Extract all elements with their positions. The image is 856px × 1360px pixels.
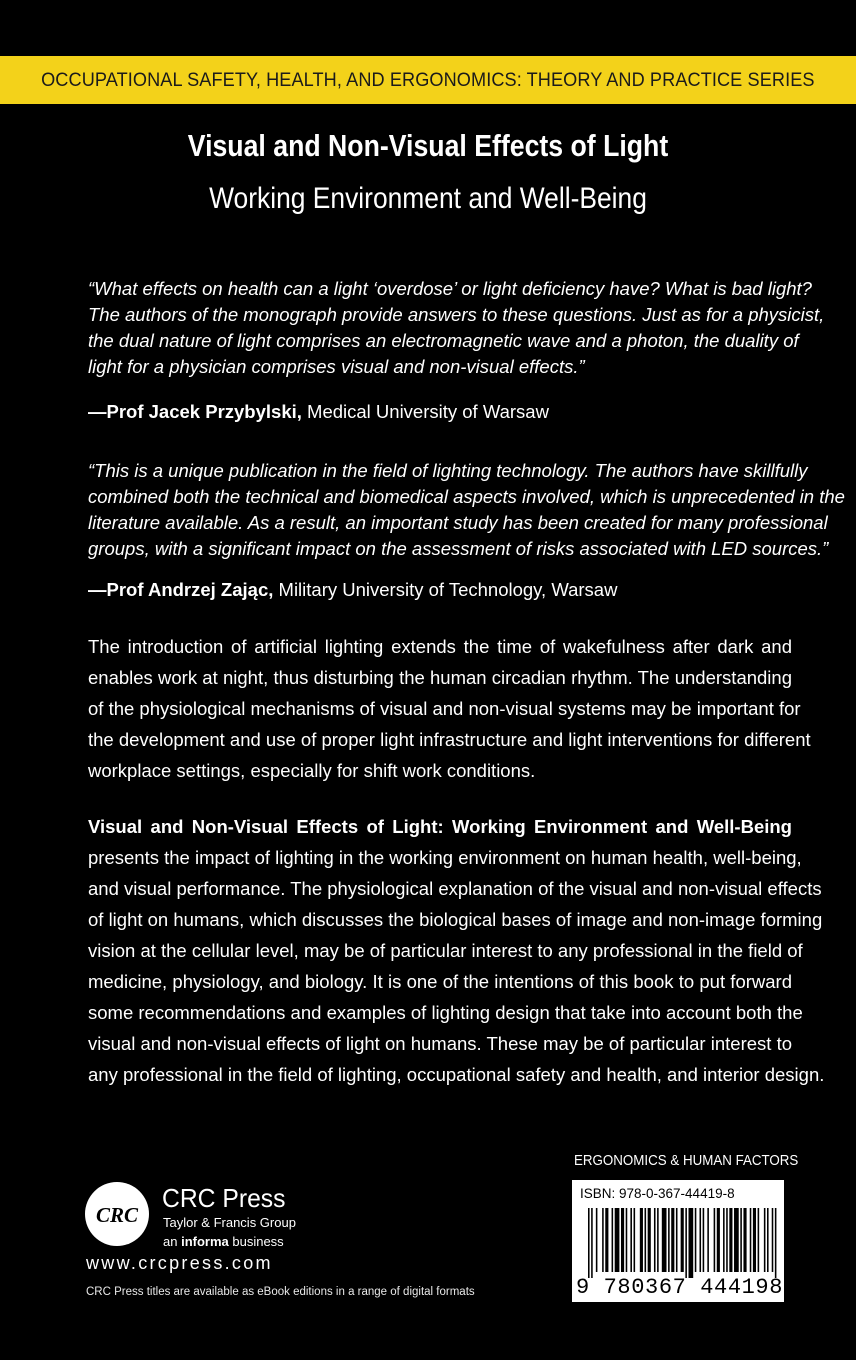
paragraph-line: medicine, physiology, and biology. It is one of the intentions of this book to put forward <box>88 971 792 992</box>
barcode-bar <box>723 1208 725 1272</box>
paragraph-line: visual and non-visual effects of light on humans. These may be of particular interest to <box>88 1033 792 1054</box>
barcode-bar <box>654 1208 656 1272</box>
barcode-bar <box>640 1208 643 1272</box>
endorsement-attribution-2 <box>88 579 617 601</box>
quote-line: the dual nature of light comprises an electromagnetic wave and a photon, the duality of <box>88 330 799 351</box>
paragraph-line: presents the impact of lighting in the working environment on human health, well-being, <box>88 847 802 868</box>
barcode-bar <box>753 1208 756 1272</box>
barcode-bar <box>775 1208 777 1278</box>
barcode-bar <box>729 1208 732 1272</box>
barcode-bar <box>676 1208 678 1272</box>
barcode-bar <box>662 1208 667 1272</box>
barcode-bar <box>630 1208 632 1272</box>
subject-category: ERGONOMICS & HUMAN FACTORS <box>574 1153 799 1169</box>
book-title: Visual and Non-Visual Effects of Light <box>187 128 669 163</box>
quote-line: literature available. As a result, an important study has been created for many professional <box>88 512 828 533</box>
barcode-bar <box>588 1208 590 1278</box>
paragraph-line: and visual performance. The physiological explanation of the visual and non-visual effects <box>88 878 822 899</box>
barcode-bar <box>703 1208 705 1272</box>
paragraph-line: workplace settings, especially for shift work conditions. <box>88 760 536 781</box>
barcode-bar <box>615 1208 620 1272</box>
paragraph-line: some recommendations and examples of lighting design that take into account both the <box>88 1002 803 1023</box>
barcode-bar <box>695 1208 697 1272</box>
crc-logo-text: CRC <box>95 1203 139 1227</box>
barcode-bar <box>717 1208 720 1272</box>
series-title: OCCUPATIONAL SAFETY, HEALTH, AND ERGONOMICS: THEORY AND PRACTICE SERIES <box>41 68 815 91</box>
endorsement-attribution-1 <box>88 401 549 423</box>
barcode-bar <box>734 1208 739 1272</box>
series-banner <box>0 56 856 104</box>
quote-line: “What effects on health can a light ‘overdose’ or light deficiency have? What is bad light? <box>88 278 812 299</box>
paragraph-line: The introduction of artificial lighting extends the time of wakefulness after dark and <box>88 636 792 657</box>
isbn-barcode <box>572 1180 784 1302</box>
paragraph-line: enables work at night, thus disturbing the human circadian rhythm. The understanding <box>88 667 792 688</box>
barcode-bar <box>772 1208 774 1272</box>
paragraph-line: of light on humans, which discusses the biological bases of image and non-image forming <box>88 909 823 930</box>
intro-paragraph <box>88 631 811 786</box>
barcode-bar <box>743 1208 746 1272</box>
barcode-bar <box>612 1208 614 1272</box>
crc-logo-icon <box>84 1181 150 1247</box>
publisher-business-line: an informa business <box>163 1234 284 1249</box>
paragraph-line: vision at the cellular level, may be of particular interest to any professional in the field of <box>88 940 803 961</box>
quote-line: groups, with a significant impact on the assessment of risks associated with LED sources.” <box>88 538 829 559</box>
publisher-name: CRC Press <box>162 1183 286 1213</box>
publisher-group: Taylor & Francis Group <box>163 1215 296 1230</box>
endorser-name: —Prof Andrzej Zając, <box>88 579 274 600</box>
barcode-bar <box>726 1208 728 1272</box>
paragraph-line: any professional in the field of lighting, occupational safety and health, and interior design. <box>88 1064 825 1085</box>
endorser-affiliation: Medical University of Warsaw <box>301 401 549 422</box>
quote-line: The authors of the monograph provide answers to these questions. Just as for a physicist, <box>88 304 825 325</box>
book-subtitle: Working Environment and Well-Being <box>209 182 647 215</box>
endorsement-quote-1 <box>88 276 825 380</box>
quote-line: combined both the technical and biomedical aspects involved, which is unprecedented in the <box>88 486 845 507</box>
barcode-bar <box>689 1208 694 1278</box>
barcode-bar <box>626 1208 628 1272</box>
endorser-name: —Prof Jacek Przybylski, <box>88 401 302 422</box>
quote-line: “This is a unique publication in the field of lighting technology. The authors have skillfully <box>88 460 808 481</box>
description-paragraph <box>88 811 825 1090</box>
barcode-bar <box>764 1208 766 1272</box>
barcode-digits: 9 780367 444198 <box>576 1275 784 1300</box>
barcode-bar <box>605 1208 608 1272</box>
ebook-note: CRC Press titles are available as eBook editions in a range of digital formats <box>86 1286 475 1298</box>
barcode-bar <box>758 1208 760 1272</box>
description-bold-title: Visual and Non-Visual Effects of Light: Working Environment and Well-Being <box>88 816 792 837</box>
endorser-affiliation: Military University of Technology, Warsaw <box>273 579 618 600</box>
barcode-bars <box>588 1208 778 1278</box>
barcode-bar <box>714 1208 716 1272</box>
barcode-bar <box>602 1208 604 1272</box>
barcode-bar <box>591 1208 593 1278</box>
paragraph-line: the development and use of proper light infrastructure and light interventions for different <box>88 729 811 750</box>
barcode-bar <box>668 1208 670 1272</box>
barcode-bar <box>707 1208 709 1272</box>
barcode-bar <box>767 1208 769 1272</box>
barcode-bar <box>750 1208 752 1272</box>
barcode-bar <box>740 1208 742 1272</box>
paragraph-line: of the physiological mechanisms of visual and non-visual systems may be important for <box>88 698 801 719</box>
barcode-bar <box>671 1208 674 1272</box>
endorsement-quote-2 <box>88 458 845 562</box>
quote-line: light for a physician comprises visual and non-visual effects.” <box>88 356 585 377</box>
barcode-bar <box>681 1208 684 1272</box>
barcode-bar <box>596 1208 598 1272</box>
barcode-bar <box>645 1208 647 1272</box>
barcode-bar <box>657 1208 659 1272</box>
publisher-url: www.crcpress.com <box>86 1253 273 1273</box>
barcode-bar <box>699 1208 701 1272</box>
isbn-text: ISBN: 978-0-367-44419-8 <box>580 1186 735 1201</box>
barcode-bar <box>685 1208 687 1278</box>
barcode-bar <box>621 1208 624 1272</box>
barcode-bar <box>648 1208 651 1272</box>
barcode-bar <box>634 1208 636 1272</box>
